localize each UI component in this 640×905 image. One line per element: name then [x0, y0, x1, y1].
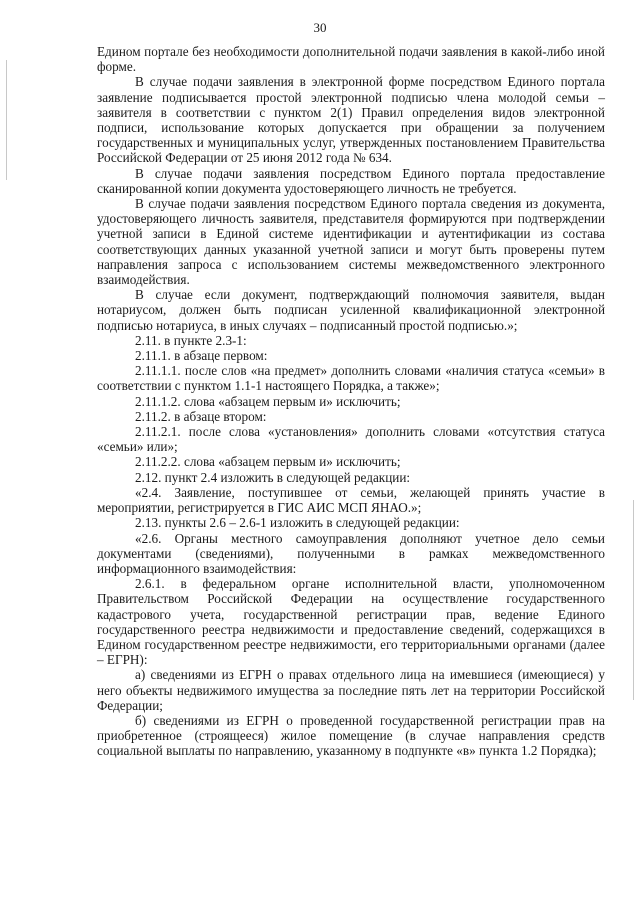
document-body: [97, 44, 605, 759]
page-number: 30: [313, 20, 327, 35]
subitem-a: а) сведениями из ЕГРН о правах отдельного лица на имевшиеся (имеющиеся) у него объекты недвижимого имущества за последние пять лет на территории Российской Федерации;: [97, 667, 605, 713]
quote-2-4: «2.4. Заявление, поступившее от семьи, желающей принять участие в мероприятии, регистрируется в ГИС АИС МСП ЯНАО.»;: [97, 484, 605, 516]
subitem-b: б) сведениями из ЕГРН о проведенной государственной регистрации прав на приобретенное (строящееся) жилое помещение (в случае направления средств социальной выплаты по направлению, указанному в подпункте «в» пункта 1.2 Порядка);: [97, 712, 605, 759]
item-2-13: 2.13. пункты 2.6 – 2.6-1 изложить в следующей редакции:: [135, 515, 460, 531]
quote-2-6: «2.6. Органы местного самоуправления дополняют учетное дело семьи документами (сведениями), полученными в рамках межведомственного информационного взаимодействия:: [97, 530, 605, 576]
paragraph-continuation: Едином портале без необходимости дополнительной подачи заявления в какой-либо иной форме.: [97, 44, 605, 75]
paragraph-notary: В случае если документ, подтверждающий полномочия заявителя, выдан нотариусом, должен быть подписан усиленной квалификационной электронной подписью нотариуса, в иных случаях – подписанный простой подписью.»;: [97, 287, 605, 333]
item-2-12: 2.12. пункт 2.4 изложить в следующей редакции:: [135, 469, 411, 485]
left-scan-edge: [6, 60, 7, 180]
paragraph-electronic-signature: В случае подачи заявления в электронной форме посредством Единого портала заявление подписывается простой электронной подписью члена молодой семьи – заявителя в соответствии с пунктом 2(1) Правил определения видов электронной подписи, использование которых допускается при обращении за получением государственных и муниципальных услуг, утвержденных постановлением Правительства Российской Федерации от 25 июня 2012 года № 634.: [97, 74, 605, 166]
item-2-11: 2.11. в пункте 2.3-1:: [135, 332, 247, 348]
item-2-11-2: 2.11.2. в абзаце втором:: [135, 408, 267, 424]
item-2-11-2-2: 2.11.2.2. слова «абзацем первым и» исключить;: [135, 454, 401, 470]
item-2-6-1: 2.6.1. в федеральном органе исполнительной власти, уполномоченном Правительством Российской Федерации на осуществление государственного кадастрового учета, государственной регистрации прав, ведение Единого государственного реестра недвижимости и предоставление сведений, содержащихся в Едином государственном реестре недвижимости, его территориальными органами (далее – ЕГРН):: [97, 576, 605, 668]
paragraph-scanned-copy: В случае подачи заявления посредством Единого портала предоставление сканированной копии документа удостоверяющего личность не требуется.: [97, 165, 605, 196]
item-2-11-1-1: 2.11.1.1. после слов «на предмет» дополнить словами «наличия статуса «семьи» в соответствии с пунктом 1.1-1 настоящего Порядка, а также»;: [97, 363, 605, 394]
item-2-11-1: 2.11.1. в абзаце первом:: [135, 348, 268, 364]
right-scan-edge: [633, 500, 634, 700]
item-2-11-2-1: 2.11.2.1. после слова «установления» дополнить словами «отсутствия статуса «семьи» или»;: [97, 424, 605, 455]
item-2-11-1-2: 2.11.1.2. слова «абзацем первым и» исключить;: [135, 393, 401, 409]
paragraph-identity-document: В случае подачи заявления посредством Единого портала сведения из документа, удостоверяющего личность заявителя, представителя формируются при подтверждении учетной записи в Единой системе идентификации и аутентификации из состава соответствующих данных указанной учетной записи и могут быть проверены путем направления запроса с использованием системы межведомственного электронного взаимодействия.: [97, 196, 605, 288]
